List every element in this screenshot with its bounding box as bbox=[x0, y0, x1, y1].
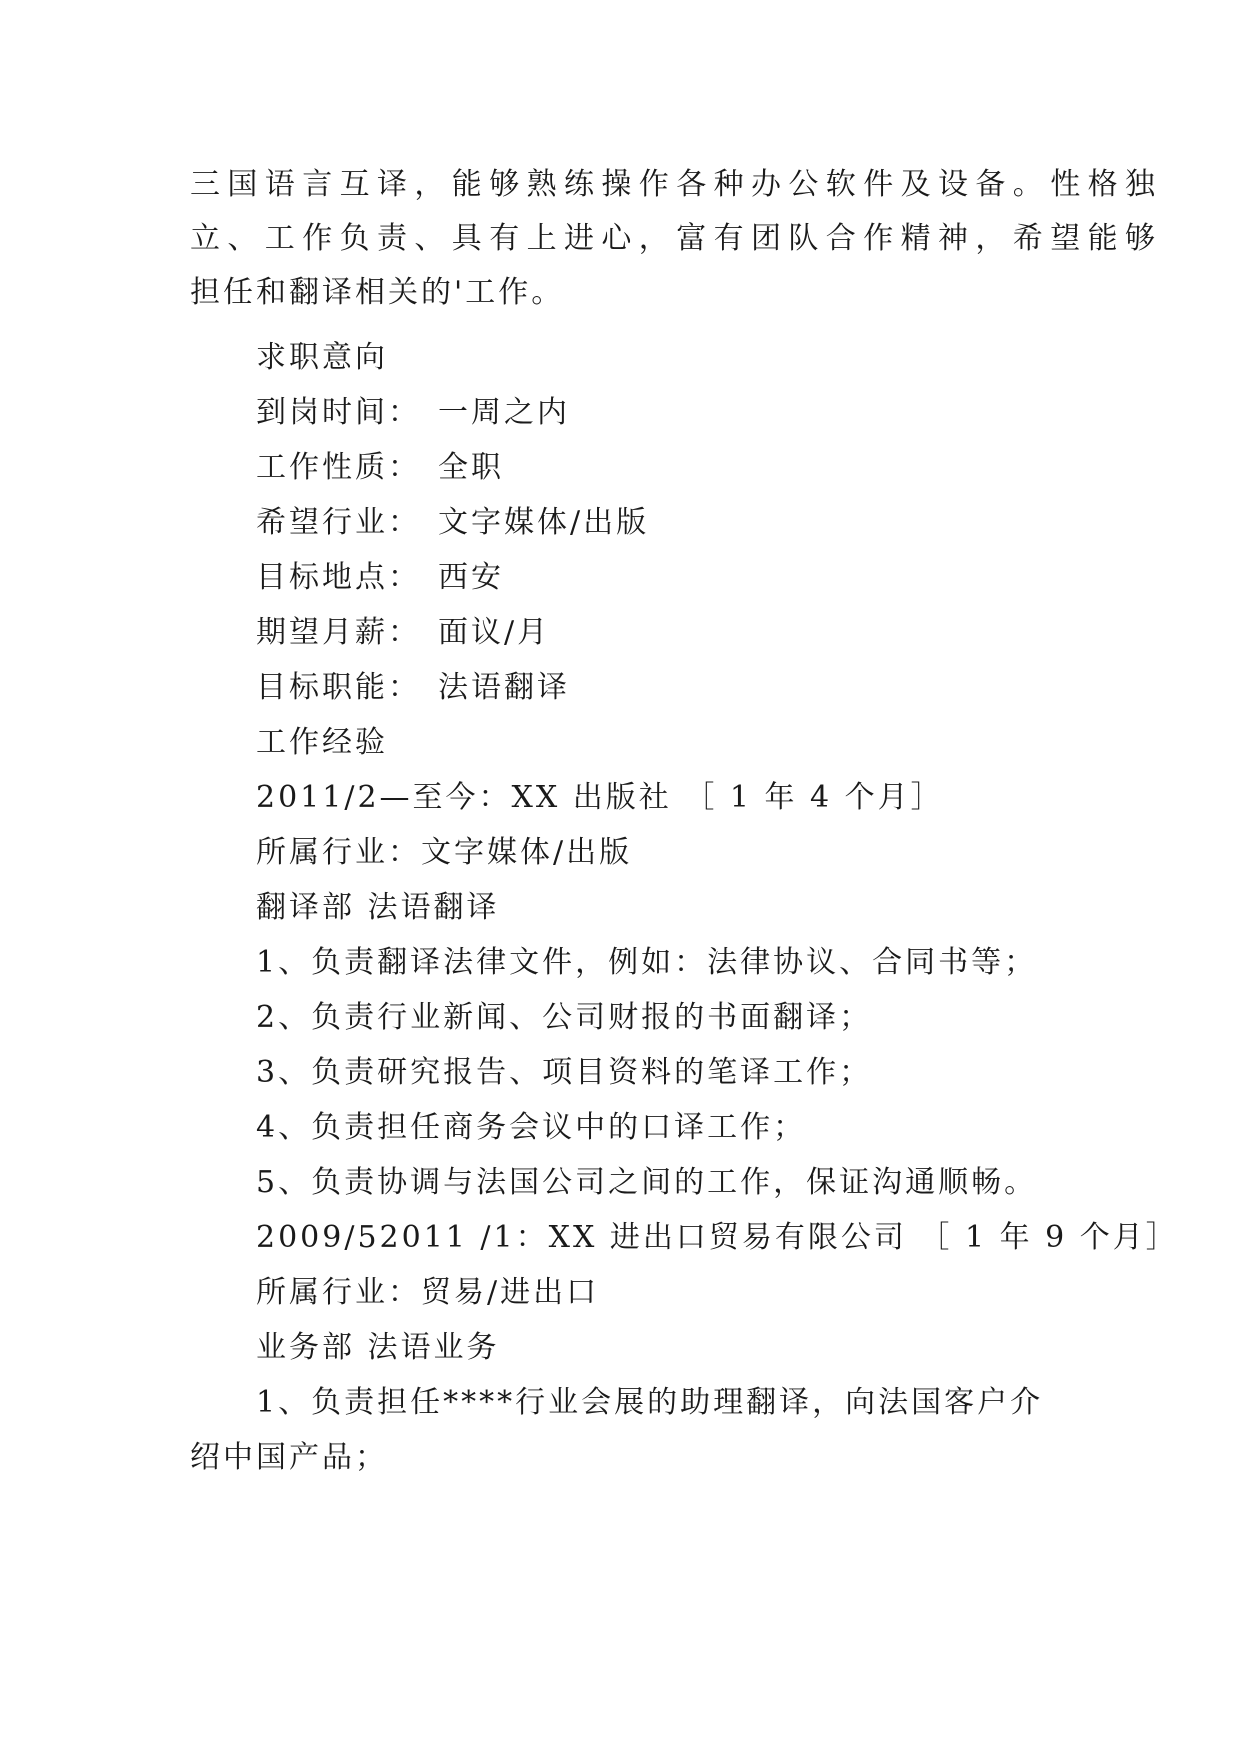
field-value: 全职 bbox=[438, 450, 504, 485]
field-value: 面议/月 bbox=[438, 615, 551, 650]
job-2-department: 业务部 法语业务 bbox=[256, 1330, 500, 1365]
work-experience-heading: 工作经验 bbox=[256, 725, 388, 760]
field-label: 到岗时间： bbox=[256, 395, 421, 430]
field-label: 目标职能： bbox=[256, 670, 421, 705]
field-value: 法语翻译 bbox=[438, 670, 570, 705]
job-1-industry: 所属行业：文字媒体/出版 bbox=[256, 835, 633, 870]
job-1-duty-4: 4、负责担任商务会议中的口译工作； bbox=[256, 1110, 807, 1145]
field-label: 工作性质： bbox=[256, 450, 421, 485]
field-row-industry bbox=[256, 503, 649, 543]
field-row-job-type bbox=[256, 448, 504, 488]
field-row-location bbox=[256, 558, 504, 598]
intro-line-3: 担任和翻译相关的'工作。 bbox=[190, 275, 565, 310]
field-row-salary bbox=[256, 613, 550, 653]
field-value: 文字媒体/出版 bbox=[438, 505, 650, 540]
job-1-department: 翻译部 法语翻译 bbox=[256, 890, 500, 925]
field-value: 西安 bbox=[438, 560, 504, 595]
intro-line-1: 三国语言互译，能够熟练操作各种办公软件及设备。性格独 bbox=[190, 167, 1163, 202]
field-value: 一周之内 bbox=[438, 395, 570, 430]
job-1-duty-1: 1、负责翻译法律文件，例如：法律协议、合同书等； bbox=[256, 945, 1038, 980]
field-label: 希望行业： bbox=[256, 505, 421, 540]
job-1-period: 2011/2—至今：XX 出版社 ［ 1 年 4 个月］ bbox=[256, 780, 944, 815]
job-intention-heading: 求职意向 bbox=[256, 340, 388, 375]
field-row-function bbox=[256, 668, 570, 708]
field-row-arrival bbox=[256, 393, 570, 433]
field-label: 期望月薪： bbox=[256, 615, 421, 650]
field-label: 目标地点： bbox=[256, 560, 421, 595]
job-1-duty-3: 3、负责研究报告、项目资料的笔译工作； bbox=[256, 1055, 873, 1090]
job-2-duty-1-line-2: 绍中国产品； bbox=[190, 1440, 388, 1475]
job-2-period: 2009/52011 /1：XX 进出口贸易有限公司 ［ 1 年 9 个月］ bbox=[256, 1220, 1179, 1255]
job-2-industry: 所属行业：贸易/进出口 bbox=[256, 1275, 600, 1310]
job-1-duty-2: 2、负责行业新闻、公司财报的书面翻译； bbox=[256, 1000, 873, 1035]
intro-line-2: 立、工作负责、具有上进心，富有团队合作精神，希望能够 bbox=[190, 221, 1163, 256]
job-1-duty-5: 5、负责协调与法国公司之间的工作，保证沟通顺畅。 bbox=[256, 1165, 1038, 1200]
job-2-duty-1-line-1: 1、负责担任****行业会展的助理翻译，向法国客户介 bbox=[256, 1385, 1044, 1420]
